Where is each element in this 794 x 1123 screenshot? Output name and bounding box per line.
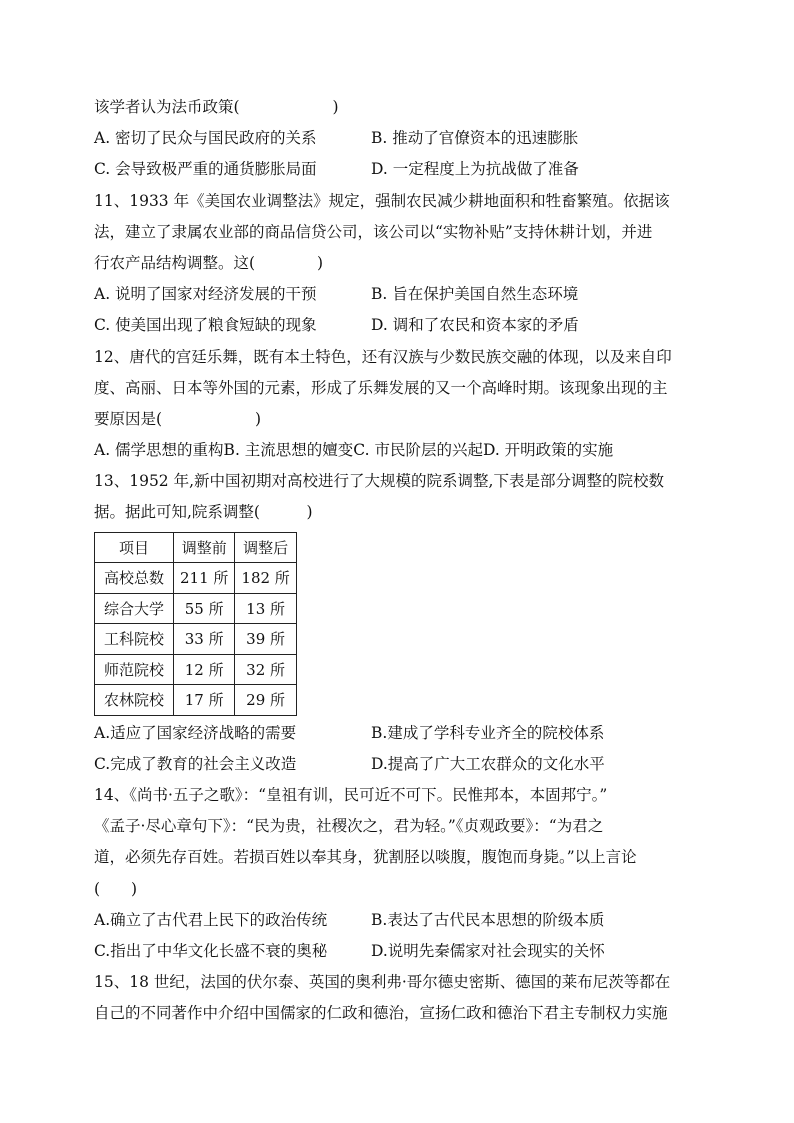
q12-stem-line-3: 要原因是( ) (94, 409, 262, 428)
q13-option-c[interactable]: C.完成了教育的社会主义改造 (94, 754, 297, 773)
q12-options[interactable]: A. 儒学思想的重构B. 主流思想的嬗变C. 市民阶层的兴起D. 开明政策的实施 (94, 441, 614, 460)
table-cell: 211 所 (174, 563, 235, 594)
q13-options-row-1 (94, 718, 704, 749)
table-cell: 33 所 (174, 624, 235, 655)
q14-option-d[interactable]: D.说明先秦儒家对社会现实的关怀 (371, 941, 605, 960)
table-row (95, 685, 297, 716)
q11-stem-line-3: 行农产品结构调整。这( ) (94, 253, 324, 272)
q13-option-b[interactable]: B.建成了学科专业齐全的院校体系 (371, 723, 605, 742)
table-cell: 工科院校 (95, 624, 174, 655)
q14-option-a[interactable]: A.确立了古代君上民下的政治传统 (94, 910, 328, 929)
q14-stem-line-2: 《孟子·尽心章句下》：“民为贵，社稷次之，君为轻。”《贞观政要》：“为君之 (94, 817, 604, 836)
table-cell: 13 所 (235, 593, 296, 624)
table-header-row (95, 532, 297, 563)
table-cell: 农林院校 (95, 685, 174, 716)
table-cell: 12 所 (174, 654, 235, 685)
q14-stem-line-4: ( ) (94, 879, 138, 898)
q11-option-c[interactable]: C. 使美国出现了粮食短缺的现象 (94, 316, 317, 335)
table-cell: 综合大学 (95, 593, 174, 624)
table-cell: 高校总数 (95, 563, 174, 594)
table-row (95, 563, 297, 594)
table-row (95, 624, 297, 655)
q10-option-a[interactable]: A. 密切了民众与国民政府的关系 (94, 129, 317, 148)
q13-stem-line-1: 13、1952 年,新中国初期对高校进行了大规模的院系调整,下表是部分调整的院校数 (94, 472, 664, 491)
q13-options-row-2 (94, 749, 704, 780)
q10-options-row-2 (94, 154, 704, 185)
table-cell: 182 所 (235, 563, 296, 594)
table-cell: 32 所 (235, 654, 296, 685)
exam-page (94, 92, 704, 1030)
q13-option-d[interactable]: D.提高了广大工农群众的文化水平 (371, 754, 605, 773)
q13-data-table (94, 532, 297, 716)
q14-options-row-2 (94, 936, 704, 967)
table-cell: 17 所 (174, 685, 235, 716)
q12-stem-line-1: 12、唐代的宫廷乐舞，既有本土特色，还有汉族与少数民族交融的体现，以及来自印 (94, 347, 672, 366)
q11-stem-line-2: 法，建立了隶属农业部的商品信贷公司，该公司以“实物补贴”支持休耕计划，并进 (94, 222, 653, 241)
q14-stem-line-3: 道，必须先存百姓。若损百姓以奉其身，犹割胫以啖腹，腹饱而身毙。”以上言论 (94, 848, 637, 867)
q15-stem-line-1: 15、18 世纪，法国的伏尔泰、英国的奥利弗·哥尔德史密斯、德国的莱布尼茨等都在 (94, 973, 671, 992)
q10-option-b[interactable]: B. 推动了官僚资本的迅速膨胀 (371, 129, 579, 148)
q11-option-b[interactable]: B. 旨在保护美国自然生态环境 (371, 285, 579, 304)
table-cell: 29 所 (235, 685, 296, 716)
q11-options-row-1 (94, 279, 704, 310)
q10-stem: 该学者认为法币政策( ) (94, 98, 339, 116)
q10-option-d[interactable]: D. 一定程度上为抗战做了准备 (371, 160, 579, 179)
q10-option-c[interactable]: C. 会导致极严重的通货膨胀局面 (94, 160, 317, 179)
table-row (95, 654, 297, 685)
q10-options-row-1 (94, 123, 704, 154)
table-cell: 55 所 (174, 593, 235, 624)
table-header-cell: 调整前 (174, 532, 235, 563)
table-cell: 师范院校 (95, 654, 174, 685)
table-row (95, 593, 297, 624)
q14-options-row-1 (94, 905, 704, 936)
q14-stem-line-1: 14、《尚书·五子之歌》：“皇祖有训，民可近不可下。民惟邦本，本固邦宁。” (94, 786, 608, 804)
q15-stem-line-2: 自己的不同著作中介绍中国儒家的仁政和德治，宣扬仁政和德治下君主专制权力实施 (94, 1004, 668, 1023)
q11-options-row-2 (94, 310, 704, 341)
q13-stem-line-2: 据。据此可知,院系调整( ) (94, 503, 313, 522)
q11-stem-line-1: 11、1933 年《美国农业调整法》规定，强制农民减少耕地面积和牲畜繁殖。依据该 (94, 191, 670, 210)
table-cell: 39 所 (235, 624, 296, 655)
table-header-cell: 项目 (95, 532, 174, 563)
table-header-cell: 调整后 (235, 532, 296, 563)
q11-option-a[interactable]: A. 说明了国家对经济发展的干预 (94, 285, 317, 304)
q13-option-a[interactable]: A.适应了国家经济战略的需要 (94, 723, 297, 742)
q14-option-c[interactable]: C.指出了中华文化长盛不衰的奥秘 (94, 941, 328, 960)
q14-option-b[interactable]: B.表达了古代民本思想的阶级本质 (371, 910, 605, 929)
q12-stem-line-2: 度、高丽、日本等外国的元素，形成了乐舞发展的又一个高峰时期。该现象出现的主 (94, 378, 668, 397)
q11-option-d[interactable]: D. 调和了农民和资本家的矛盾 (371, 316, 579, 335)
